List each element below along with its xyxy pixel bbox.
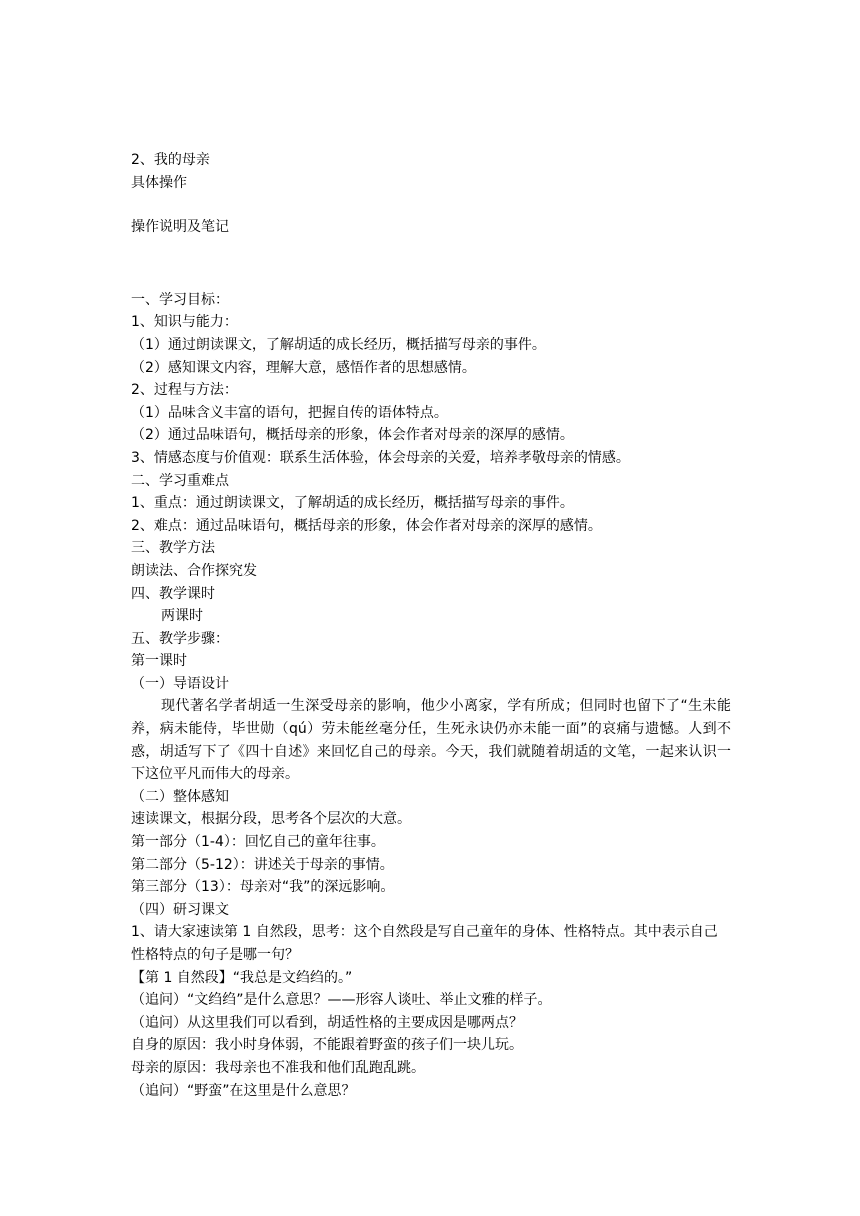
section-heading: 五、教学步骤： xyxy=(131,630,229,647)
text-line: 第一部分（1-4）：回忆自己的童年往事。 xyxy=(131,834,385,851)
text-line: 母亲的原因：我母亲也不准我和他们乱跑乱跳。 xyxy=(131,1059,425,1076)
lesson-hours: 两课时 xyxy=(161,608,203,625)
document-body xyxy=(131,149,731,1102)
text-line: （追问）从这里我们可以看到，胡适性格的主要成因是哪两点？ xyxy=(131,1014,523,1031)
text-line: 【第 1 自然段】“我总是文绉绉的。” xyxy=(131,969,353,986)
text-line: 速读课文，根据分段，思考各个层次的大意。 xyxy=(131,811,411,828)
text-line: 2、难点：通过品味语句，概括母亲的形象，体会作者对母亲的深厚的感情。 xyxy=(131,517,602,534)
text-line: （2）感知课文内容，理解大意，感悟作者的思想感情。 xyxy=(131,359,476,376)
blank-line xyxy=(131,194,731,216)
text-line: 1、重点：通过朗读课文，了解胡适的成长经历，概括描写母亲的事件。 xyxy=(131,495,574,512)
text-line: （追问）“文绉绉”是什么意思？——形容人谈吐、举止文雅的样子。 xyxy=(131,992,552,1009)
text-line: 第三部分（13）：母亲对“我”的深远影响。 xyxy=(131,879,395,896)
doc-subtitle-operation: 具体操作 xyxy=(131,174,187,191)
subsection-heading: （二）整体感知 xyxy=(131,788,229,805)
text-line: 2、过程与方法： xyxy=(131,382,238,399)
section-heading: 一、学习目标： xyxy=(131,291,229,308)
subsection-heading: （四）研习课文 xyxy=(131,901,229,918)
text-line: 自身的原因：我小时身体弱，不能跟着野蛮的孩子们一块儿玩。 xyxy=(131,1037,523,1054)
text-line: 1、知识与能力： xyxy=(131,314,238,331)
text-line: 第二部分（5-12）：讲述关于母亲的事情。 xyxy=(131,856,394,873)
section-heading: 四、教学课时 xyxy=(131,585,215,602)
subsection-heading: （一）导语设计 xyxy=(131,675,229,692)
section-heading: 三、教学方法 xyxy=(131,540,215,557)
text-line: 3、情感态度与价值观：联系生活体验，体会母亲的关爱，培养孝敬母亲的情感。 xyxy=(131,449,630,466)
text-line: （1）品味含义丰富的语句，把握自传的语体特点。 xyxy=(131,404,448,421)
question-paragraph: 1、请大家速读第 1 自然段，思考：这个自然段是写自己童年的身体、性格特点。其中表示自己性格特点的句子是哪一句？ xyxy=(131,924,718,963)
text-line: （追问）“野蛮”在这里是什么意思？ xyxy=(131,1082,356,1099)
text-line: （2）通过品味语句，概括母亲的形象，体会作者对母亲的深厚的感情。 xyxy=(131,427,574,444)
section-heading: 二、学习重难点 xyxy=(131,472,229,489)
doc-subtitle-notes: 操作说明及笔记 xyxy=(131,219,229,236)
text-line: 朗读法、合作探究发 xyxy=(131,562,257,579)
blank-lines xyxy=(131,239,731,289)
text-line: 第一课时 xyxy=(131,653,187,670)
intro-paragraph: 现代著名学者胡适一生深受母亲的影响，他少小离家，学有所成；但同时也留下了“生未能养，病未能侍，毕世勋（qú）劳未能丝毫分任，生死永诀仍亦未能一面”的哀痛与遗憾。人到不惑，胡适写下了《四十自述》来回忆自己的母亲。今天，我们就随着胡适的文笔，一起来认识一下这位平凡而伟大的母亲。 xyxy=(131,698,731,783)
text-line: （1）通过朗读课文，了解胡适的成长经历，概括描写母亲的事件。 xyxy=(131,336,546,353)
doc-title: 2、我的母亲 xyxy=(131,152,210,168)
